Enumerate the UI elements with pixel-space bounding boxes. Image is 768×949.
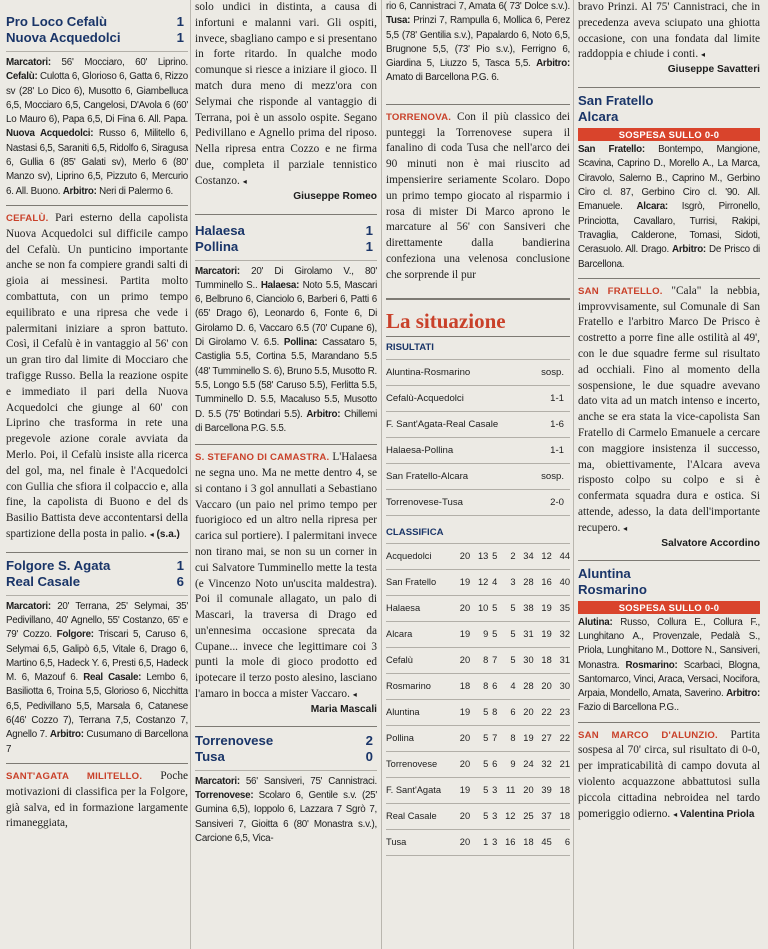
stat-cell: 34 [515, 544, 533, 570]
section-title: La situazione [386, 308, 506, 333]
team-name: Aluntina [578, 565, 631, 581]
divider [386, 104, 570, 105]
article-cefalu [6, 211, 188, 543]
match-report: Marcatori: 56' Sansiveri, 75' Cannistraci. Torrenovese: Scolaro 6, Gentile s.v. (25' Gumina 6,5), Ioppolo 6, Lazzara 7 Sgrò 7, Sansiveri 7, Gioitta 6 (80' Monastra s.v.), Carcione 6,5, Vica- [195, 775, 377, 845]
stat-cell: 18 [534, 647, 552, 673]
stat-cell: 5 [470, 751, 488, 777]
result-score: 1-6 [550, 418, 564, 430]
standings-row [386, 621, 570, 647]
stat-cell: 13 [470, 544, 488, 570]
article-continuation [195, 0, 377, 190]
results-header: RISULTATI [386, 336, 570, 360]
stat-cell: 5 [497, 595, 515, 621]
stat-cell: 18 [515, 829, 533, 855]
stat-cell: 1 [470, 829, 488, 855]
stat-cell: 12 [470, 569, 488, 595]
result-match: Cefalù-Acquedolci [386, 392, 464, 404]
standings-row [386, 803, 570, 829]
result-match: Torrenovese-Tusa [386, 496, 463, 508]
divider [6, 205, 188, 206]
column-1 [6, 0, 188, 832]
stat-cell: 31 [552, 647, 570, 673]
team-name: Rosmarino [578, 581, 647, 597]
result-match: Halaesa-Pollina [386, 444, 454, 456]
result-score: 1-1 [550, 392, 564, 404]
divider [195, 444, 377, 445]
score: 0 [365, 748, 373, 764]
team-cell: Torrenovese [386, 751, 452, 777]
stat-cell: 6 [552, 829, 570, 855]
stat-cell: 3 [488, 829, 497, 855]
standings-table [386, 544, 570, 856]
divider [195, 726, 377, 727]
dateline: CEFALÙ. [6, 212, 49, 224]
score: 1 [176, 30, 184, 45]
stat-cell: 8 [497, 725, 515, 751]
arrow-icon: ◂ [352, 690, 357, 700]
stat-cell: 16 [534, 569, 552, 595]
standings-row [386, 595, 570, 621]
match-report: Alutina: Russo, Collura E., Collura F., Lunghitano A., Provenzale, Pedalà S., Priola, Lunghitano M., Dottore N., Sansiveri, Monastra. Rosmarino: Scarbaci, Blogna, Santomarco, Vinci, Araca, Versaci, Nocifora, Arpaia, Mondello, Amata, Saverino. Arbitro: Fazio di Barcellona P.G.. [578, 616, 760, 714]
match-report-continuation: rio 6, Cannistraci 7, Amata 6( 73' Dolce s.v.). Tusa: Prinzi 7, Rampulla 6, Mollica 6, Perez 5,5 (78' Gentilia s.v.), Papalardo 6, Noto 6,5, Brugnone 5,5, (73' Pio s.v.), Ferrigno 6, Giardina 5, Liuzzo 5, Tasca 5,5. Arbitro: Amato di Barcellona P.G. 6. [386, 1, 570, 84]
column-2 [195, 0, 377, 846]
arrow-icon: ◂ [623, 523, 628, 533]
column-divider [190, 0, 191, 949]
stat-cell: 5 [497, 621, 515, 647]
result-score: sosp. [541, 366, 564, 378]
article-text: Partita sospesa al 70' circa, sul risultato di 0-0, per impraticabilità di campo dovuta al violento acquazzone abbattutosi sulla piccola cittadina nebroidea nel tardo pomeriggio odierno. [578, 728, 760, 820]
team-cell: Acquedolci [386, 544, 452, 570]
team-cell: Cefalù [386, 647, 452, 673]
standings-row [386, 725, 570, 751]
stat-cell: 16 [497, 829, 515, 855]
stat-cell: 4 [497, 673, 515, 699]
stat-cell: 23 [552, 699, 570, 725]
result-match: Aluntina-Rosmarino [386, 366, 471, 378]
stat-cell: 5 [470, 725, 488, 751]
team-name: Torrenovese [195, 732, 274, 748]
stat-cell: 11 [497, 777, 515, 803]
article-text: bravo Prinzi. Al 75' Cannistraci, che in precedenza aveva sciupato una ghiotta occasione, con una fondata dal limite raddoppia e chiude i conti. [578, 1, 760, 61]
stat-cell: 19 [534, 621, 552, 647]
standings-row [386, 751, 570, 777]
result-row [386, 464, 570, 490]
dateline: TORRENOVA. [386, 111, 452, 123]
stat-cell: 3 [488, 777, 497, 803]
stat-cell: 31 [515, 621, 533, 647]
stat-cell: 5 [488, 621, 497, 647]
stat-cell: 38 [515, 595, 533, 621]
stat-cell: 9 [497, 751, 515, 777]
divider [6, 763, 188, 764]
suspended-banner: SOSPESA SULLO 0-0 [578, 601, 760, 614]
dateline: S. STEFANO DI CAMASTRA. [195, 452, 330, 464]
stat-cell: 3 [497, 569, 515, 595]
stat-cell: 20 [515, 699, 533, 725]
article-text: Pari esterno della capolista Nuova Acquedolci sul difficile campo del Cefalù. Un punticino importante anche se non fa compiere grandi salti di gioia ai messinesi. Partita molto combattuta, con un primo tempo equilibrato e una ripresa che vede i palermitani iniziare a spron battuto. Così, il Cefalù è in vantaggio al 56' con un gran tiro dal limite di Mocciaro che trafigge Russo. Bella la reazione ospite e immediato il pari della Nuova Acquedolci che giunge al 60' con Liprino che trasforma in rete una pregevole azione corale avviata da Merlo. Poi, il Cefalù insiste alla ricerca del gol, ma, nel finale è l'Acquedolci con Gullia che sfiora il colpaccio e, alla fine, la capolista di Buono e del ds Basilio Battista deve accontentarsi della spartizione della posta in palio. [6, 211, 188, 540]
match-header-halaesa-pollina [195, 223, 377, 255]
stat-cell: 20 [534, 673, 552, 699]
standings-row [386, 777, 570, 803]
arrow-icon: ◂ [242, 176, 247, 186]
stat-cell: 44 [552, 544, 570, 570]
arrow-icon: ◂ [149, 529, 154, 539]
stat-cell: 27 [534, 725, 552, 751]
stat-cell: 20 [452, 725, 470, 751]
arrow-icon: ◂ [673, 809, 678, 819]
match-report: San Fratello: Bontempo, Mangione, Scavina, Caprino D., Morello A., La Marca, Ciravolo, Salerno B., Caprino M., Gerbino Ciro cl. 87, Gerbino Ciro cl. '90. All. Emanuele. Alcara: Isgrò, Pirronello, Princiotta, Cavallaro, Turrisi, Rakipi, Travaglia, Calderone, Tomasi, Sidoti, Cerasuolo. All. Drago. Arbitro: De Prisco di Barcellona. [578, 144, 761, 270]
team-name: Alcara [578, 109, 619, 125]
score: 6 [176, 573, 184, 589]
stat-cell: 5 [488, 595, 497, 621]
result-row [386, 438, 570, 464]
result-row [386, 360, 570, 386]
article-text: Poche motivazioni di classifica per la Folgore, già salva, ed in formazione largamente rimaneggiata, [6, 769, 188, 830]
stat-cell: 40 [552, 569, 570, 595]
arrow-icon: ◂ [700, 50, 705, 60]
stat-cell: 37 [534, 803, 552, 829]
score: 1 [176, 557, 184, 573]
stat-cell: 35 [552, 595, 570, 621]
stat-cell: 8 [488, 699, 497, 725]
stat-cell: 20 [515, 777, 533, 803]
divider [195, 260, 377, 261]
match-report: Marcatori: 56' Mocciaro, 60' Liprino. Cefalù: Culotta 6, Glorioso 6, Gatta 6, Rizzo sv (28' Lo Dico 6), Musotto 6, Giambelluca 6,5, Mocciaro 6,5, Cangelosi, D'Avola 6 (60' Lo Mauro 6), Papa 6,5, Di Fina 6. All. Papa. Nuova Acquedolci: Russo 6, Militello 6, Nastasi 6,5, Saraniti 6,5, Ridolfo 6, Siragusa 6, Gullia 6 (85' Galati sv), Merlo 6 (80' Manzo sv), Liprino 6,5, Pizzuto 6, Mercurio 6. All. Buono. Arbitro: Neri di Palermo 6. [6, 57, 188, 197]
stat-cell: 28 [515, 673, 533, 699]
stat-cell: 32 [552, 621, 570, 647]
match-header-folgore-realcasale [6, 558, 188, 590]
article-text: L'Halaesa ne segna uno. Ma ne mette dentro 4, se si contano i 3 gol annullati a Sebastiano Vaccaro (un paio nel primo tempo per fuorigioco ed un altro nella ripresa per carica sul portiere). I palermitani invece non tirano mai, se non su un corner in cui Salvatore Tumminello mette la testa (e Vincenzo Noto un'uscita maldestra). Poi il comunale allagato, un palo di Mascari, la traversa di Drago ed un'ennesima occasione sprecata da Cupane... invece che legittimare coi 3 punti la mole di gioco prodotto ed ipotecare il terzo posto alesino, lasciano l'amaro in bocca a mister Vaccaro. [195, 451, 377, 701]
score: 1 [365, 238, 373, 254]
divider [578, 560, 760, 561]
match-report: Marcatori: 20' Di Girolamo V., 80' Tumminello S.. Halaesa: Noto 5.5, Mascari 6, Belbruno 6, Cianciolo 6, Barberi 6, Patti 6 (65' Drago 6), Leonardo 6, Fonte 6, Di Girolamo D. 6, Vaccaro 6.5 (70' Cupane 6), Di Girolamo V. 6.5. Pollina: Cassataro 5, Castiglia 5.5, Cortina 5.5, Marandano 5.5 (48' Tumminello S. 6), Bruno 5.5, Musotto R. 5.5, Longo 5.5 (58' Caruso 5.5), Ferlitta 5.5, Tumminello D. 5.5, Macaluso 5.5, Musotto D. 5.5 (75' Botindari 5.5). Arbitro: Chillemi di Barcellona P.G. 5.5. [195, 265, 377, 434]
stat-cell: 3 [488, 803, 497, 829]
score: 1 [176, 14, 184, 29]
result-row [386, 412, 570, 438]
stat-cell: 5 [488, 544, 497, 570]
match-header-aluntina-rosmarino [578, 566, 760, 598]
team-name: San Fratello [578, 93, 654, 109]
stat-cell: 8 [470, 673, 488, 699]
article-santostefano [195, 450, 377, 703]
standings-row [386, 544, 570, 570]
column-3 [386, 0, 570, 856]
article-text: "Cala" la nebbia, improvvisamente, sul Comunale di San Fratello e l'arbitro Marco De Prisco è costretto a porre fine alle ostilità al 49', con le due squadre ferme sul risultato ad occhiali. Fino al momento della sospensione, le due squadre avevano dato vita ad un match intenso e incerto, anche se era stata la vice-capolista San Fratello di Carmelo Emanuele a cercare con maggiore insistenza il successo, ma, obiettivamente, l'Alcara aveva risposto colpo su colpo e si è confermata squadra dura e ostica. Si attende, adesso, la data dell'importante recupero. [578, 284, 760, 534]
stat-cell: 12 [497, 803, 515, 829]
team-name: Real Casale [6, 573, 81, 589]
divider [386, 298, 570, 300]
match-report: Marcatori: 20' Terrana, 25' Selymai, 35' Pedivillano, 40' Agnello, 55' Costanzo, 65' e 79' Cozzo. Folgore: Triscari 5, Caruso 6, Selymai 6,5, Galipò 6,5, Vitale 6, Drago 6, Martino 6,5, Hadeck Y. 6, Presti 6,5, Hadeck M. 6, Mazouf 6. Real Casale: Lembo 6, Basiliotta 6, Troina 5,5, Glorioso 6, Nicchitta 6,5, Pedivillano 5,5, Marsala 6, Catanese 6(46' Cozzo 7), Terrana 7,5, Costanzo 7, Agnello 7. Arbitro: Cusumano di Barcellona 7 [6, 600, 188, 755]
stat-cell: 9 [470, 621, 488, 647]
team-name: Pro Loco Cefalù [6, 14, 108, 29]
result-row [386, 386, 570, 412]
result-match: F. Sant'Agata-Real Casale [386, 418, 499, 430]
stat-cell: 19 [452, 699, 470, 725]
team-name: Nuova Acquedolci [6, 30, 121, 45]
stat-cell: 32 [534, 751, 552, 777]
standings-row [386, 673, 570, 699]
result-score: 2-0 [550, 496, 564, 508]
stat-cell: 18 [552, 803, 570, 829]
signature: Salvatore Accordino [661, 537, 760, 549]
stat-cell: 25 [515, 803, 533, 829]
stat-cell: 10 [470, 595, 488, 621]
standings-row [386, 647, 570, 673]
standings-row [386, 829, 570, 855]
divider [6, 51, 188, 52]
team-cell: San Fratello [386, 569, 452, 595]
stat-cell: 20 [452, 751, 470, 777]
stat-cell: 30 [552, 673, 570, 699]
stat-cell: 39 [534, 777, 552, 803]
results-list [386, 360, 570, 516]
stat-cell: 5 [470, 803, 488, 829]
team-cell: F. Sant'Agata [386, 777, 452, 803]
stat-cell: 24 [515, 751, 533, 777]
team-name: Folgore S. Agata [6, 557, 111, 573]
divider [578, 87, 760, 88]
divider [6, 552, 188, 553]
match-header-cefalu-acquedolci [6, 14, 188, 46]
stat-cell: 20 [452, 803, 470, 829]
stat-cell: 21 [552, 751, 570, 777]
stat-cell: 5 [470, 699, 488, 725]
divider [578, 278, 760, 279]
result-score: 1-1 [550, 444, 564, 456]
column-4 [578, 0, 760, 822]
stat-cell: 22 [552, 725, 570, 751]
dateline: SAN MARCO D'ALUNZIO. [578, 729, 718, 741]
article-torrenova [386, 110, 570, 284]
team-cell: Halaesa [386, 595, 452, 621]
stat-cell: 6 [497, 699, 515, 725]
stat-cell: 19 [534, 595, 552, 621]
divider [578, 722, 760, 723]
signature: Giuseppe Romeo [293, 190, 377, 202]
dateline: SAN FRATELLO. [578, 285, 663, 297]
team-name: Tusa [195, 748, 225, 764]
standings-row [386, 569, 570, 595]
stat-cell: 7 [488, 725, 497, 751]
stat-cell: 6 [488, 673, 497, 699]
stat-cell: 18 [452, 673, 470, 699]
team-cell: Tusa [386, 829, 452, 855]
stat-cell: 12 [534, 544, 552, 570]
suspended-banner: SOSPESA SULLO 0-0 [578, 128, 760, 141]
stat-cell: 8 [470, 647, 488, 673]
divider [195, 214, 377, 215]
result-score: sosp. [541, 470, 564, 482]
article-santagata [6, 769, 188, 832]
stat-cell: 19 [452, 777, 470, 803]
article-text: solo undici in distinta, a causa di infortuni e malanni vari. Gli ospiti, invece, sbagliano campo e si presentano in forte ritardo. In qualche modo comunque si riesce a iniziare il gioco. Il match dura meno di mezz'ora con Selymai che risponde al vantaggio di Terrana, poi è un assolo ospite. Segano Pedivillano e Agnello prima del riposo. Nella ripresa entra Cozzo e ne firma due, completa il parziale tennistico Costanzo. [195, 1, 377, 187]
team-name: Halaesa [195, 222, 245, 238]
stat-cell: 28 [515, 569, 533, 595]
match-header-torrenovese-tusa [195, 733, 377, 765]
stat-cell: 6 [488, 751, 497, 777]
team-cell: Alcara [386, 621, 452, 647]
article-continuation [578, 0, 760, 63]
stat-cell: 2 [497, 544, 515, 570]
match-header-sanfratello-alcara [578, 93, 760, 125]
team-cell: Real Casale [386, 803, 452, 829]
stat-cell: 7 [488, 647, 497, 673]
article-sanfratello [578, 284, 760, 537]
signature: (s.a.) [156, 528, 180, 540]
divider [6, 595, 188, 596]
score: 2 [365, 732, 373, 748]
signature: Giuseppe Savatteri [667, 64, 760, 76]
stat-cell: 19 [515, 725, 533, 751]
standings-row [386, 699, 570, 725]
stat-cell: 18 [552, 777, 570, 803]
stat-cell: 30 [515, 647, 533, 673]
stat-cell: 5 [470, 777, 488, 803]
stat-cell: 19 [452, 569, 470, 595]
result-match: San Fratello-Alcara [386, 470, 469, 482]
signature: Valentina Priola [679, 808, 755, 820]
article-sanmarco [578, 728, 760, 823]
stat-cell: 19 [452, 621, 470, 647]
team-cell: Pollina [386, 725, 452, 751]
result-row [386, 490, 570, 516]
dateline: SANT'AGATA MILITELLO. [6, 770, 143, 782]
stat-cell: 22 [534, 699, 552, 725]
signature: Maria Mascali [310, 703, 377, 715]
team-cell: Aluntina [386, 699, 452, 725]
divider [195, 770, 377, 771]
team-name: Pollina [195, 238, 239, 254]
stat-cell: 45 [534, 829, 552, 855]
stat-cell: 20 [452, 647, 470, 673]
stat-cell: 20 [452, 829, 470, 855]
stat-cell: 20 [452, 544, 470, 570]
article-text: Con il più classico dei punteggi la Torrenovese supera il fanalino di coda Tusa che nell'arco dei 90 minuti non è mai riuscito ad impensierire seriamente Scolaro. Dopo un primo tempo giocato al risparmio i rosa di mister Di Marco aprono le marcature al 56' con Sansiveri che direttamente dalla bandierina confeziona una velenosa conclusione che sorprende il pur [386, 110, 571, 281]
score: 1 [365, 222, 373, 238]
standings-header: CLASSIFICA [386, 526, 570, 544]
team-cell: Rosmarino [386, 673, 452, 699]
column-divider [573, 0, 574, 949]
stat-cell: 4 [488, 569, 497, 595]
stat-cell: 5 [497, 647, 515, 673]
column-divider [381, 0, 382, 949]
stat-cell: 20 [452, 595, 470, 621]
